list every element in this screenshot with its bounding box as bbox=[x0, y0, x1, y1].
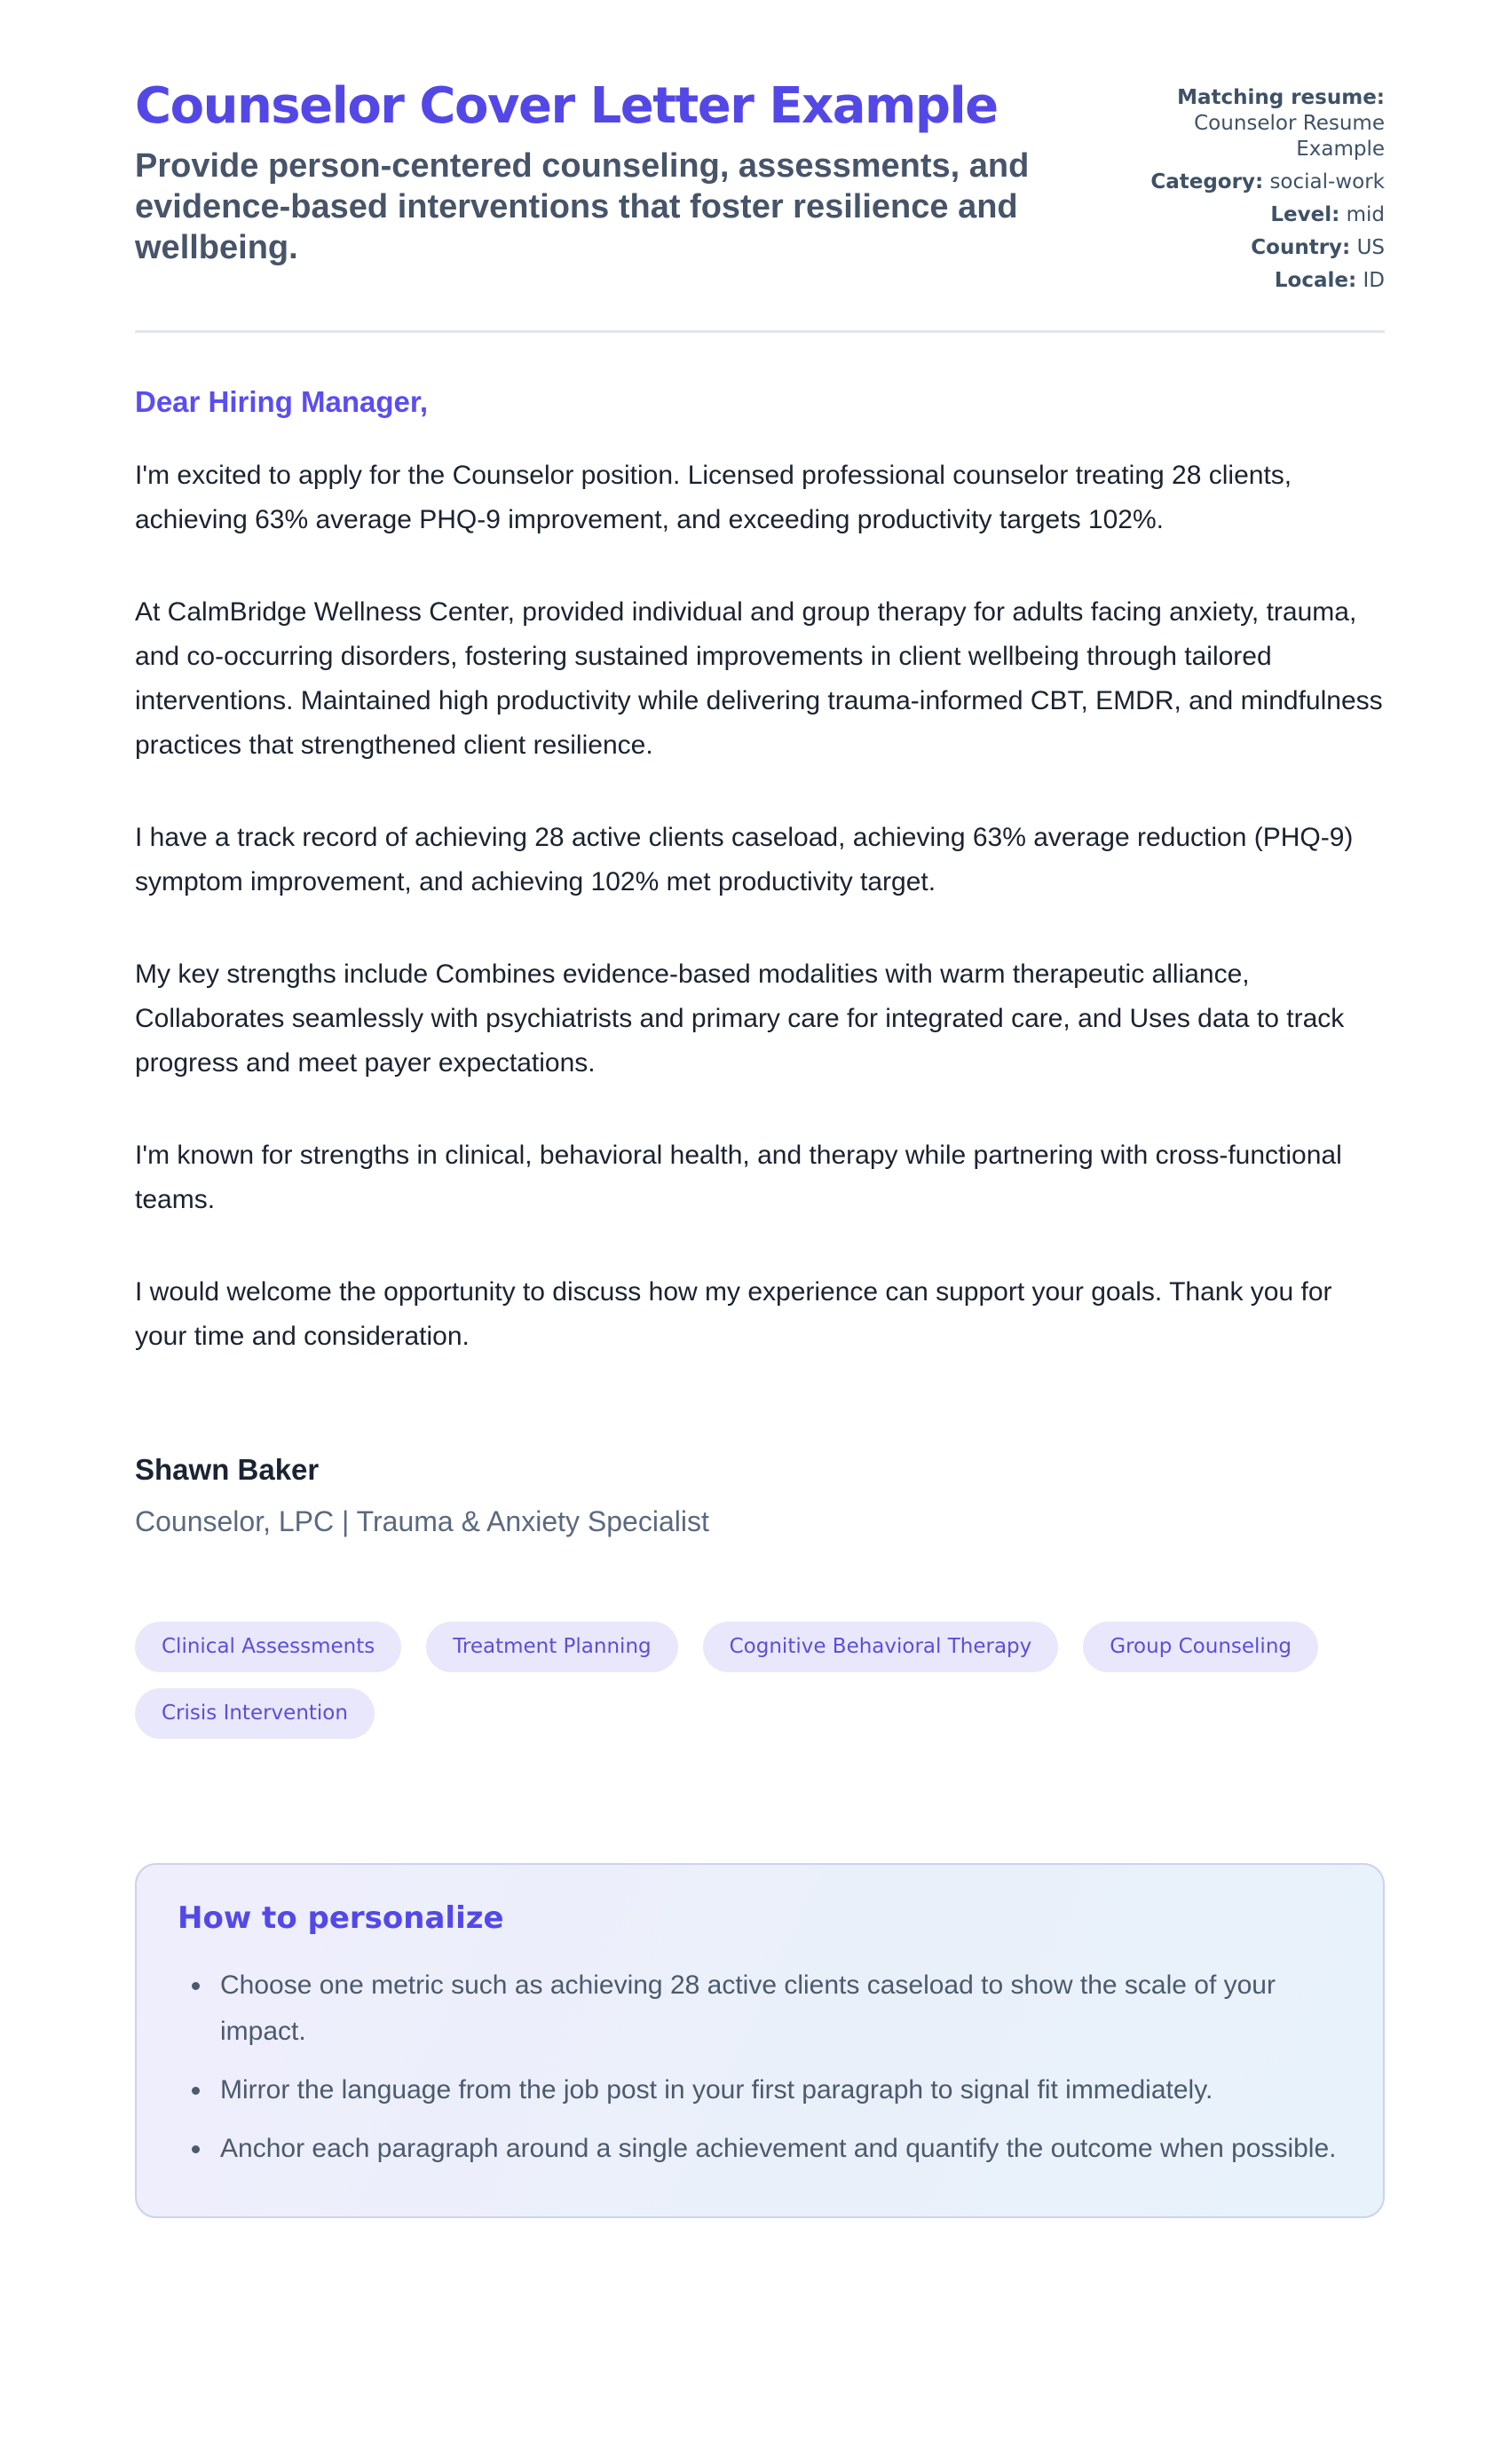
signature-role: Counselor, LPC | Trauma & Anxiety Specialist bbox=[135, 1505, 709, 1537]
letter-paragraph-6: I would welcome the opportunity to discuss how my experience can support your goals. Thank you for your time and consideration. bbox=[135, 1277, 1332, 1351]
letter-paragraph-2: At CalmBridge Wellness Center, provided individual and group therapy for adults facing anxiety, trauma, and co-occurring disorders, fostering sustained improvements in client wellbeing through tailored interventions. Maintained high productivity while delivering trauma-informed CBT, EMDR, and mindfulness practices that strengthened client resilience. bbox=[135, 597, 1383, 760]
meta-label: Category: bbox=[1150, 170, 1264, 193]
signature-name: Shawn Baker bbox=[135, 1453, 320, 1486]
skill-tag-treatment-planning: Treatment Planning bbox=[426, 1622, 677, 1672]
personalize-tips bbox=[178, 1963, 1342, 2172]
skill-tag-crisis-intervention: Crisis Intervention bbox=[135, 1688, 375, 1739]
page-header bbox=[135, 78, 1385, 301]
meta-label: Level: bbox=[1270, 203, 1340, 226]
cover-letter-body bbox=[135, 383, 1385, 1544]
meta-label: Country: bbox=[1251, 236, 1351, 259]
personalize-tip-3: • Anchor each paragraph around a single achievement and quantify the outcome when possible. bbox=[213, 2126, 1342, 2172]
personalize-tip-1: • Choose one metric such as achieving 28 active clients caseload to show the scale of your impact. bbox=[213, 1963, 1342, 2055]
personalize-tip-2: • Mirror the language from the job post in your first paragraph to signal fit immediately. bbox=[213, 2067, 1342, 2113]
personalize-card bbox=[135, 1863, 1385, 2218]
resume-meta bbox=[1136, 85, 1385, 301]
personalize-heading: How to personalize bbox=[178, 1900, 504, 1936]
signature-block bbox=[135, 1448, 1385, 1544]
letter-greeting: Dear Hiring Manager, bbox=[135, 385, 429, 418]
skill-tag-group-counseling: Group Counseling bbox=[1083, 1622, 1318, 1672]
skill-tag-cognitive-behavioral-therapy: Cognitive Behavioral Therapy bbox=[703, 1622, 1059, 1672]
meta-row-locale bbox=[1136, 268, 1385, 294]
meta-value: Counselor Resume Example bbox=[1194, 112, 1385, 161]
page-root bbox=[135, 0, 1385, 2218]
header-title-block bbox=[135, 78, 1076, 268]
meta-row-level bbox=[1136, 202, 1385, 228]
meta-label: Locale: bbox=[1274, 269, 1357, 292]
meta-value: ID bbox=[1363, 269, 1385, 292]
meta-row-category bbox=[1136, 170, 1385, 195]
skill-tags bbox=[135, 1622, 1385, 1739]
meta-row-matching-resume bbox=[1136, 85, 1385, 162]
letter-paragraph-3: I have a track record of achieving 28 active clients caseload, achieving 63% average reduction (PHQ-9) symptom improvement, and achieving 102% met productivity target. bbox=[135, 823, 1354, 896]
letter-paragraph-5: I'm known for strengths in clinical, behavioral health, and therapy while partnering with cross-functional teams. bbox=[135, 1141, 1342, 1214]
meta-row-country bbox=[1136, 235, 1385, 261]
page-title: Counselor Cover Letter Example bbox=[135, 77, 998, 135]
letter-paragraph-4: My key strengths include Combines evidence-based modalities with warm therapeutic alliance, Collaborates seamlessly with psychiatrists and primary care for integrated care, and Uses data to track progress and meet payer expectations. bbox=[135, 960, 1345, 1078]
header-divider bbox=[135, 330, 1385, 333]
page-subtitle: Provide person-centered counseling, assessments, and evidence-based interventions that foster resilience and wellbeing. bbox=[135, 147, 1030, 267]
meta-label: Matching resume: bbox=[1177, 86, 1385, 109]
letter-paragraph-1: I'm excited to apply for the Counselor position. Licensed professional counselor treating 28 clients, achieving 63% average PHQ-9 improvement, and exceeding productivity targets 102%. bbox=[135, 461, 1292, 534]
skill-tag-clinical-assessments: Clinical Assessments bbox=[135, 1622, 401, 1672]
meta-value: mid bbox=[1346, 203, 1385, 226]
meta-value: US bbox=[1356, 236, 1385, 259]
meta-value: social-work bbox=[1269, 170, 1385, 193]
